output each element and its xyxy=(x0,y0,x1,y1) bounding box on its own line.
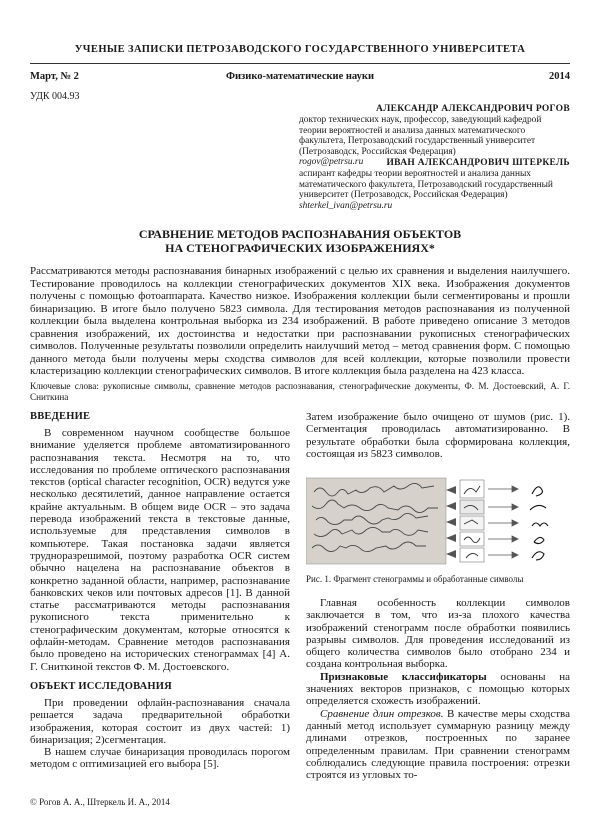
left-column xyxy=(30,411,290,771)
copyright: © Рогов А. А., Штеркель И. А., 2014 xyxy=(30,797,170,807)
author-1-affiliation-text: доктор технических наук, профессор, заведующий кафедрой теории вероятностей и анализа данных математического факультета, Петрозаводский государственный университет (Петрозаводск, Российская Федерация) xyxy=(299,115,542,157)
arrow-markers xyxy=(446,486,456,558)
keywords: Ключевые слова: рукописные символы, сравнение методов распознавания, стенографические документы, Ф. М. Достоевский, А. Г. Сниткина xyxy=(30,381,570,402)
header-rule xyxy=(30,63,570,64)
figure-1-graphic xyxy=(306,474,570,568)
author-1-email[interactable]: rogov@petrsu.ru xyxy=(299,157,364,168)
intro-body xyxy=(30,427,290,673)
lengths-paragraph xyxy=(306,708,570,782)
title-line-1: СРАВНЕНИЕ МЕТОДОВ РАСПОЗНАВАНИЯ ОБЪЕКТОВ xyxy=(138,227,462,241)
processed-symbols xyxy=(530,487,548,560)
author-2-affiliation-text: аспирант кафедры теории вероятностей и анализа данных математического факультета, Петрозаводский государственный университет (Петрозаводск, Российская Федерация) xyxy=(299,169,553,201)
figure-1-caption: Рис. 1. Фрагмент стенограммы и обработанные символы xyxy=(306,574,524,584)
right-paragraph-1: Затем изображение было очищено от шумов (рис. 1). Сегментация проводилась автоматизированно. В результате обработки была сформирована коллекция, состоящая из 5823 символов. xyxy=(306,411,570,460)
section-label: Физико-математические науки xyxy=(225,71,374,82)
article-title xyxy=(40,228,560,255)
figure-1 xyxy=(306,474,570,568)
classifiers-paragraph xyxy=(306,671,570,708)
intro-paragraph: В современном научном сообществе большое внимание уделяется проблеме автоматизированного распознавания текста. Несмотря на то, что исследования по проблеме оптического распознавания текстов (optical character recognition, OCR) ведутся уже несколько десятилетий, данное направление остается крайне актуальным. В общем виде OCR – это задача перевода изображений текста в текстовые данные, используемые для представления символов в компьютере. Такая постановка задачи является трудноразрешимой, поэтому разработка OCR систем обычно нацелена на распознавание объектов в конкретно заданной области, например, распознавание банковских чеков или почтовых адресов [1]. В данной статье рассматриваются методы распознавания рукописного текста применительно к стенографическим документам, которые относятся к офлайн-методам. Сравнение методов распознавания было проведено на исторических стенограммах [4] А. Г. Сниткиной текстов Ф. М. Достоевского. xyxy=(30,427,290,673)
author-2-affiliation xyxy=(299,169,570,211)
author-1-name: АЛЕКСАНДР АЛЕКСАНДРОВИЧ РОГОВ xyxy=(376,104,570,114)
right-bottom-text xyxy=(306,597,570,781)
right-arrows xyxy=(488,486,518,558)
udc-code: УДК 004.93 xyxy=(30,91,80,102)
lengths-text: В качестве меры сходства данный метод использует суммарную разницу между длинами отрезков, построенных по заранее определенным правилам. При сравнении стенограмм соблюдались следующие правила построения: отрезки строятся из угловых то- xyxy=(306,707,570,782)
intro-heading: ВВЕДЕНИЕ xyxy=(30,411,91,422)
object-paragraph-1: При проведении офлайн-распознавания сначала решается задача предварительной обработки изображения, которая состоит из двух частей: 1) бинаризация; 2)сегментация. xyxy=(30,696,290,746)
issue-label: Март, № 2 xyxy=(30,71,79,82)
abstract: Рассматриваются методы распознавания бинарных изображений с целью их сравнения и выделения наилучшего. Тестирование проводилось на коллекции стенографических документов XIX века. Изображения документов получены с помощью фотоаппарата. Качество низкое. Изображения коллекции были сегментированы и прошли бинаризацию. В итоге было получено 5823 символа. Для тестирования методов распознавания из полученной коллекции была выделена контрольная выборка из 234 изображений. В работе приведено описание 3 методов сравнения изображений, их достоинства и недостатки при распознавании рукописных стенографических символов. Полученные результаты позволили определить наилучший метод – метод сравнения форм. С помощью данного метода были получены меры сходства символов для всей коллекции, которые позволили провести кластеризацию коллекции стенографических символов. В итоге коллекция была разделена на 423 класса. xyxy=(30,265,570,377)
symbol-boxes xyxy=(460,480,484,562)
object-paragraph-2: В нашем случае бинаризация проводилась порогом методом с оптимизацией его выбора [5]. xyxy=(30,746,290,771)
right-paragraph-2: Главная особенность коллекции символов заключается в том, что из-за плохого качества изображений стенограмм после обработки появились разрывы символов. Для проведения исследований из общего количества символов было отобрано 234 и создана контрольная выборка. xyxy=(306,597,570,671)
right-top-text xyxy=(306,411,570,460)
author-2-name: ИВАН АЛЕКСАНДРОВИЧ ШТЕРКЕЛЬ xyxy=(386,158,570,168)
lengths-term: Сравнение длин отрезков. xyxy=(320,707,444,720)
title-line-2: НА СТЕНОГРАФИЧЕСКИХ ИЗОБРАЖЕНИЯХ* xyxy=(165,240,435,255)
object-body xyxy=(30,697,290,771)
year-label: 2014 xyxy=(549,71,570,82)
classifiers-text: основаны на значениях векторов признаков, с помощью которых определяется схожесть изображений. xyxy=(306,670,570,708)
object-heading: ОБЪЕКТ ИССЛЕДОВАНИЯ xyxy=(30,680,172,692)
classifiers-term: Признаковые классификаторы xyxy=(320,670,487,683)
journal-title: УЧЕНЫЕ ЗАПИСКИ ПЕТРОЗАВОДСКОГО ГОСУДАРСТВЕННОГО УНИВЕРСИТЕТА xyxy=(74,44,526,55)
author-2-email[interactable]: shterkel_ivan@petrsu.ru xyxy=(299,200,393,211)
